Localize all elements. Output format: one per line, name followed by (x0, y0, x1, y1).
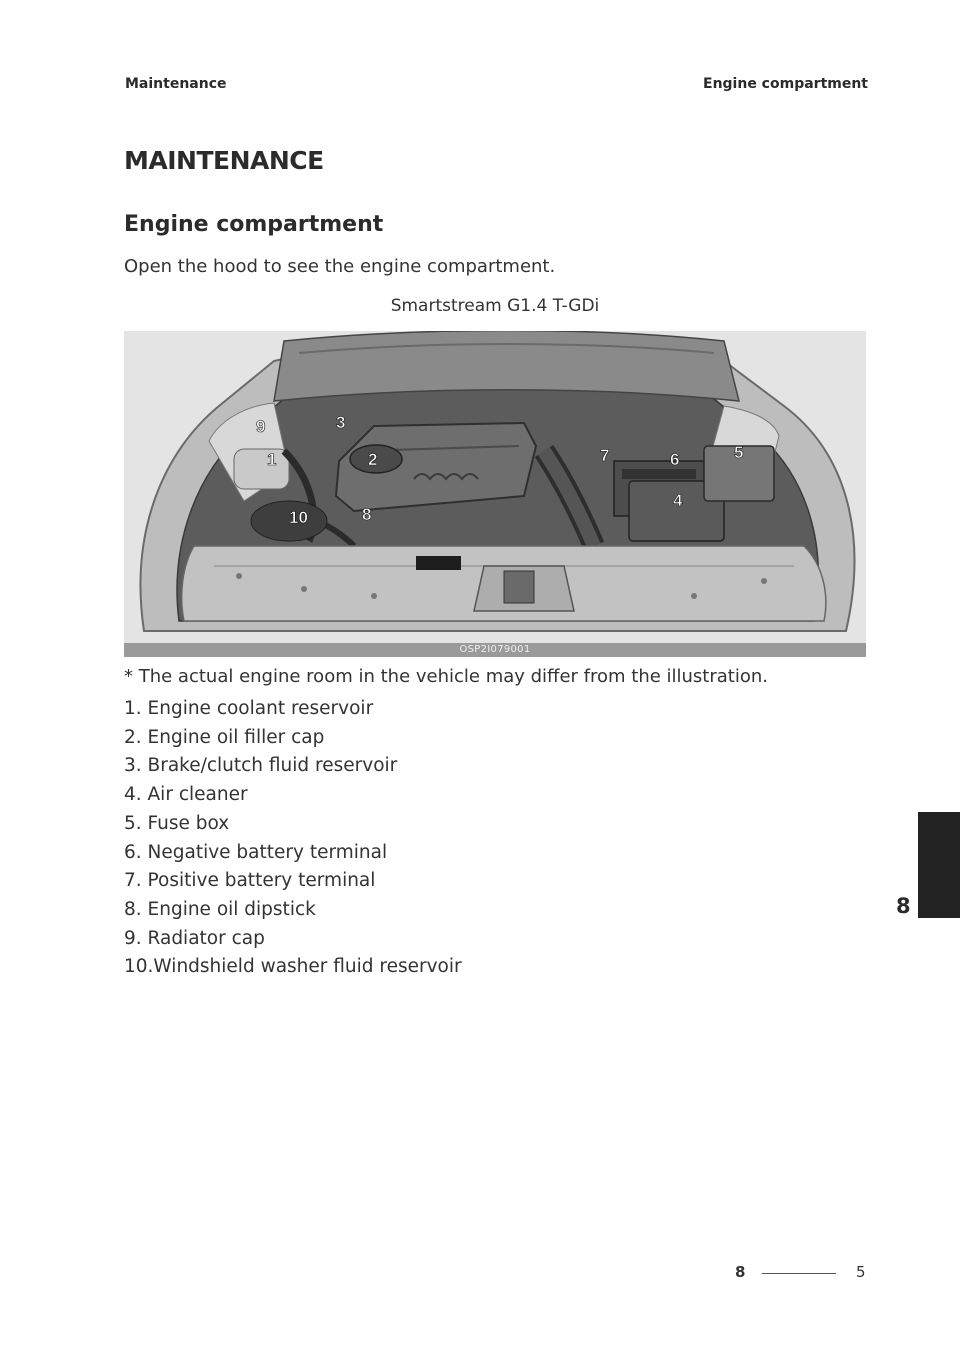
running-header-topic: Engine compartment (703, 76, 868, 92)
list-item: 4. Air cleaner (124, 784, 248, 806)
footer-divider (762, 1273, 836, 1274)
callout-4: 4 (673, 491, 683, 510)
parts-list (124, 695, 462, 982)
callout-6: 6 (670, 450, 680, 469)
list-item: 6. Negative battery terminal (124, 841, 388, 863)
list-item: 5. Fuse box (124, 812, 230, 834)
list-item: 8. Engine oil dipstick (124, 898, 316, 920)
section-heading: Engine compartment (124, 212, 384, 237)
list-item: 9. Radiator cap (124, 927, 265, 949)
footer-chapter-number: 8 (735, 1263, 746, 1281)
figure-caption: Smartstream G1.4 T-GDi (390, 296, 600, 316)
callout-2: 2 (368, 450, 378, 469)
list-item: 3. Brake/clutch fluid reservoir (124, 755, 398, 777)
engine-drawing (124, 331, 866, 657)
page-title: MAINTENANCE (124, 146, 324, 175)
engine-compartment-illustration (124, 331, 866, 657)
list-item: 7. Positive battery terminal (124, 870, 376, 892)
callout-7: 7 (600, 446, 610, 465)
callout-9: 9 (256, 417, 266, 436)
chapter-tab-number: 8 (896, 894, 911, 918)
running-header-section: Maintenance (125, 76, 227, 92)
callout-8: 8 (362, 505, 372, 524)
list-item: 10.Windshield washer fluid reservoir (124, 956, 462, 978)
list-item: 1. Engine coolant reservoir (124, 698, 374, 719)
figure-code: OSP2I079001 (124, 643, 866, 657)
callout-3: 3 (336, 413, 346, 432)
chapter-tab (918, 812, 960, 918)
callout-5: 5 (734, 443, 744, 462)
callout-10: 10 (289, 508, 308, 527)
footer-page-number: 5 (856, 1263, 866, 1281)
illustration-note: * The actual engine room in the vehicle may differ from the illustration. (124, 666, 769, 687)
intro-text: Open the hood to see the engine compartment. (124, 256, 556, 277)
list-item: 2. Engine oil filler cap (124, 726, 325, 748)
callout-1: 1 (267, 450, 277, 469)
